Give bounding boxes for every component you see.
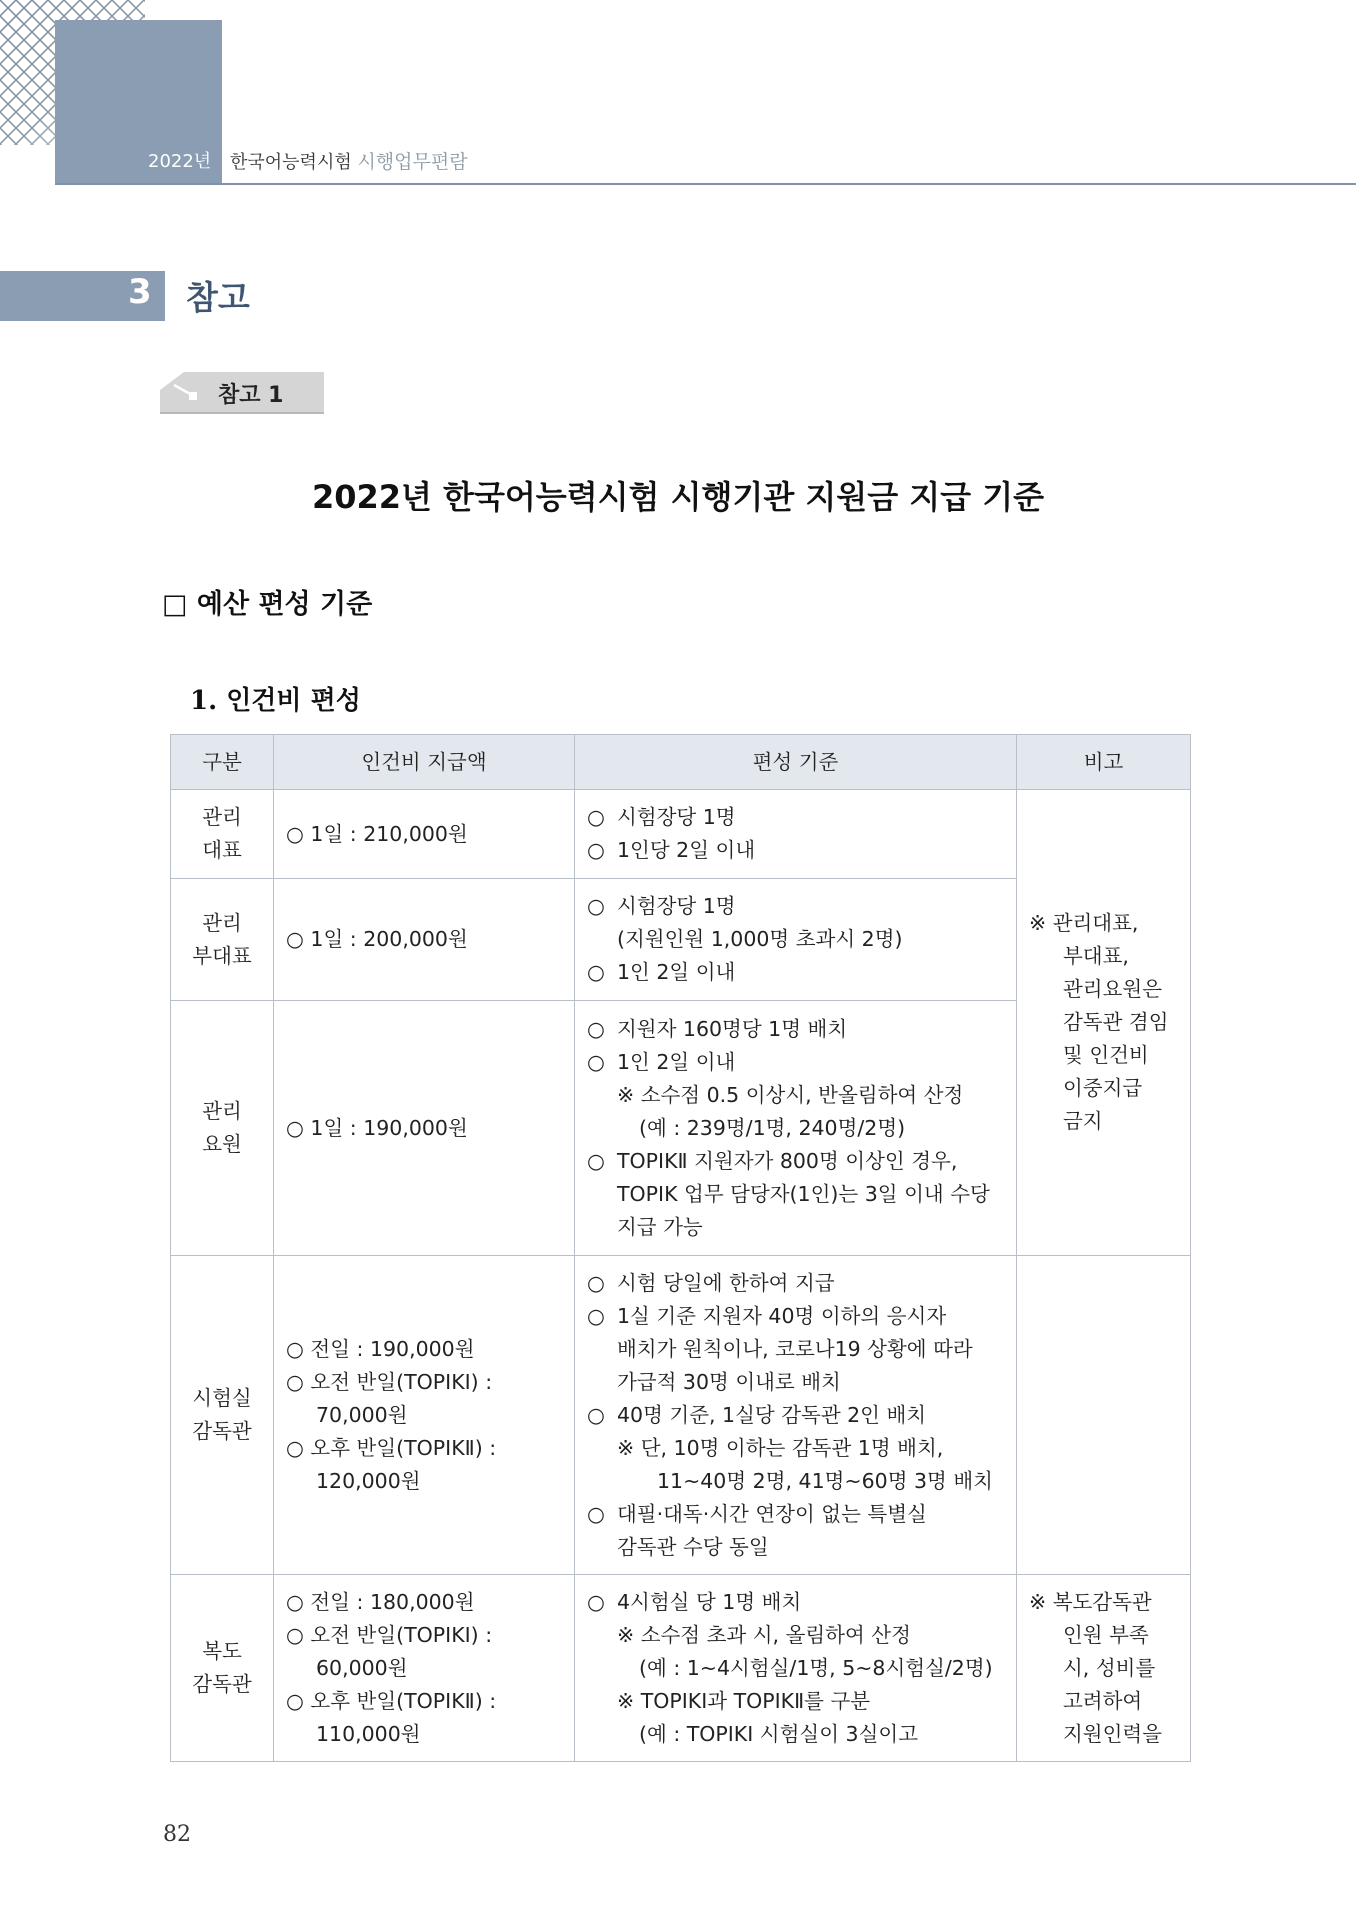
section-title: 참고 (186, 278, 250, 317)
reference-label: 참고 1 (218, 383, 284, 408)
note-cell-empty (1017, 1256, 1191, 1575)
standard-text: 11~40명 2명, 41명~60명 3명 배치 (657, 1468, 993, 1493)
note-line: 이중지급 (1063, 1076, 1143, 1100)
standard-item: ○ 1실 기준 지원자 40명 이하의 응시자 (587, 1303, 947, 1328)
standard-text: ※ 소수점 0.5 이상시, 반올림하여 산정 (617, 1082, 964, 1107)
standard-text: 가급적 30명 이내로 배치 (617, 1369, 841, 1394)
category-cell (171, 790, 274, 879)
note-line: 부대표, (1063, 944, 1129, 968)
category-cell (171, 1575, 274, 1762)
standard-text: 1실 기준 지원자 40명 이하의 응시자 (617, 1303, 947, 1328)
note-line: 지원인력을 (1063, 1721, 1163, 1746)
category-line: 시험실 (192, 1386, 252, 1410)
standard-item: ○ 4시험실 당 1명 배치 (587, 1589, 802, 1614)
standard-item: ○ 시험 당일에 한하여 지급 (587, 1270, 835, 1295)
standard-cell (575, 790, 1017, 879)
note-line: 금지 (1063, 1109, 1103, 1133)
standard-item: ○ TOPIKⅡ 지원자가 800명 이상인 경우, (587, 1148, 958, 1173)
standard-cell (575, 879, 1017, 1001)
table-header-row (171, 735, 1191, 790)
col-header-standard: 편성 기준 (575, 735, 1017, 790)
note-cell-management (1017, 790, 1191, 1256)
col-header-pay: 인건비 지급액 (274, 735, 575, 790)
category-line: 요원 (202, 1132, 242, 1156)
category-line: 감독관 (192, 1672, 252, 1696)
standard-text: (예 : TOPIKⅠ 시험실이 3실이고 (639, 1721, 918, 1746)
document-title: 2022년 한국어능력시험 시행기관 지원금 지급 기준 (311, 478, 1045, 516)
standard-text: ※ TOPIKⅠ과 TOPIKⅡ를 구분 (617, 1688, 871, 1713)
table-row (171, 790, 1191, 879)
pay-line: ○ 전일 : 180,000원 (286, 1589, 475, 1614)
category-line: 관리 (202, 805, 242, 829)
standard-text: (예 : 1~4시험실/1명, 5~8시험실/2명) (639, 1655, 993, 1680)
standard-cell (575, 1575, 1017, 1762)
note-line: 및 인건비 (1063, 1043, 1149, 1067)
header-year: 2022년 (148, 151, 212, 172)
category-cell (171, 879, 274, 1001)
col-header-category: 구분 (171, 735, 274, 790)
standard-item: ○ 1인당 2일 이내 (587, 838, 756, 862)
standard-text: 1인 2일 이내 (617, 1049, 736, 1074)
standard-text: 시험장당 1명 (617, 805, 736, 829)
category-line: 관리 (202, 910, 242, 935)
pay-cell (274, 790, 575, 879)
pay-cell (274, 1575, 575, 1762)
header-title-main: 한국어능력시험 (230, 152, 352, 173)
arrow-down-right-icon (172, 382, 202, 402)
standard-text: (예 : 239명/1명, 240명/2명) (639, 1115, 906, 1140)
pay-cell (274, 1256, 575, 1575)
standard-item: ○ 대필·대독·시간 연장이 없는 특별실 (587, 1501, 927, 1526)
table-row (171, 1256, 1191, 1575)
section-number: 3 (128, 272, 152, 312)
note-line: 인원 부족 (1063, 1622, 1149, 1647)
standard-text: TOPIK 업무 담당자(1인)는 3일 이내 수당 (617, 1181, 990, 1206)
category-line: 부대표 (192, 943, 252, 968)
pay-line: ○ 오후 반일(TOPIKⅡ) : (286, 1688, 497, 1713)
section-heading: □ 예산 편성 기준 (162, 589, 373, 620)
standard-text: 1인 2일 이내 (617, 960, 736, 984)
standard-item: ○ 시험장당 1명 (587, 894, 736, 918)
standard-cell (575, 1256, 1017, 1575)
pay-line: ○ 1일 : 210,000원 (286, 821, 468, 846)
page-number: 82 (163, 1822, 191, 1847)
pay-cell (274, 1001, 575, 1256)
standard-item: ○ 시험장당 1명 (587, 805, 736, 829)
col-header-note: 비고 (1017, 735, 1191, 790)
pay-line: ○ 오전 반일(TOPIKⅠ) : (286, 1369, 493, 1394)
standard-text: 배치가 원칙이나, 코로나19 상황에 따라 (617, 1336, 973, 1361)
standard-cell (575, 1001, 1017, 1256)
pay-line: 120,000원 (316, 1468, 421, 1493)
standard-text: ※ 소수점 초과 시, 올림하여 산정 (617, 1622, 911, 1647)
standard-text: ※ 단, 10명 이하는 감독관 1명 배치, (617, 1435, 944, 1460)
category-cell (171, 1001, 274, 1256)
reference-tab (160, 372, 324, 414)
standard-text: 시험 당일에 한하여 지급 (617, 1270, 835, 1295)
pay-line: ○ 1일 : 200,000원 (286, 927, 468, 951)
pay-line: ○ 오후 반일(TOPIKⅡ) : (286, 1435, 497, 1460)
standard-text: 4시험실 당 1명 배치 (617, 1589, 802, 1614)
pay-line: ○ 1일 : 190,000원 (286, 1115, 468, 1140)
category-line: 관리 (202, 1099, 242, 1123)
pay-line: 110,000원 (316, 1721, 421, 1746)
standard-text: 지급 가능 (617, 1214, 703, 1239)
standard-item: ○ 40명 기준, 1실당 감독관 2인 배치 (587, 1402, 927, 1427)
note-line: 관리요원은 (1063, 977, 1163, 1001)
category-cell (171, 1256, 274, 1575)
header-divider (55, 183, 1356, 185)
note-line: ※ 복도감독관 (1029, 1589, 1152, 1614)
standard-text: (지원인원 1,000명 초과시 2명) (617, 927, 903, 951)
standard-item: ○ 1인 2일 이내 (587, 960, 736, 984)
pay-cell (274, 879, 575, 1001)
standard-item: ○ 지원자 160명당 1명 배치 (587, 1016, 848, 1041)
pay-line: 70,000원 (316, 1402, 408, 1427)
personnel-cost-table (170, 734, 1191, 1762)
standard-text: 대필·대독·시간 연장이 없는 특별실 (617, 1501, 927, 1526)
note-line: 감독관 겸임 (1063, 1010, 1169, 1034)
pay-line: ○ 전일 : 190,000원 (286, 1336, 475, 1361)
note-cell-corridor (1017, 1575, 1191, 1762)
note-line: ※ 관리대표, (1029, 911, 1139, 935)
subsection-heading: 1. 인건비 편성 (190, 686, 361, 716)
note-line: 고려하여 (1063, 1688, 1143, 1713)
standard-text: 시험장당 1명 (617, 894, 736, 918)
standard-text: TOPIKⅡ 지원자가 800명 이상인 경우, (617, 1148, 958, 1173)
category-line: 복도 (202, 1639, 242, 1663)
standard-text: 지원자 160명당 1명 배치 (617, 1016, 848, 1041)
category-line: 대표 (202, 838, 242, 862)
header-title (230, 147, 468, 174)
standard-item: ○ 1인 2일 이내 (587, 1049, 736, 1074)
standard-text: 감독관 수당 동일 (617, 1534, 769, 1559)
category-line: 감독관 (192, 1419, 252, 1443)
pay-line: ○ 오전 반일(TOPIKⅠ) : (286, 1622, 493, 1647)
standard-text: 1인당 2일 이내 (617, 838, 756, 862)
standard-text: 40명 기준, 1실당 감독관 2인 배치 (617, 1402, 927, 1427)
table-row (171, 1575, 1191, 1762)
pay-line: 60,000원 (316, 1655, 408, 1680)
header-title-sub: 시행업무편람 (357, 151, 468, 173)
note-line: 시, 성비를 (1063, 1655, 1156, 1680)
